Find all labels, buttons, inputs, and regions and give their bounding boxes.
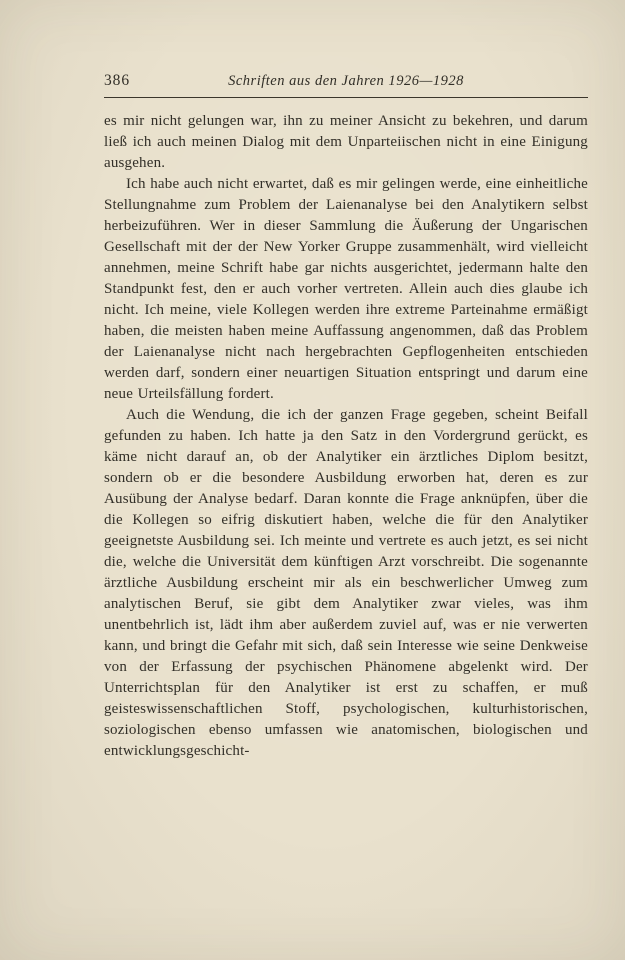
paragraph: Auch die Wendung, die ich der ganzen Frage gegeben, scheint Beifall gefunden zu haben. Ich hatte ja den Satz in den Vordergrund gerückt, es käme nicht darauf an, ob der Analytiker ein ärztliches Diplom besitzt, sondern ob er die besondere Ausbildung erworben hat, deren es zur Ausübung der Analyse bedarf. Daran konnte die Frage anknüpfen, über die die Kollegen so eifrig diskutiert haben, welche die für den Analytiker geeignetste Ausbildung sei. Ich meinte und vertrete es auch jetzt, es sei nicht die, welche die Universität dem künftigen Arzt vorschreibt. Die sogenannte ärztliche Ausbildung erscheint mir als ein beschwerlicher Umweg zum analytischen Beruf, sie gibt dem Analytiker zwar vieles, was ihm unentbehrlich ist, lädt ihm aber außerdem zuviel auf, was er nie verwerten kann, und bringt die Gefahr mit sich, daß sein Interesse wie seine Denkweise von der Erfassung der psychischen Phänomene abgelenkt wird. Der Unterrichtsplan für den Analytiker ist erst zu schaffen, er muß geisteswissenschaftlichen Stoff, psychologischen, kulturhistorischen, soziologischen ebenso umfassen wie anatomischen, biologischen und entwicklungsgeschicht- (104, 407, 588, 759)
paragraph-continuation: es mir nicht gelungen war, ihn zu meiner Ansicht zu bekehren, und darum ließ ich auch meinen Dialog mit dem Unparteiischen nicht in eine Einigung ausgehen. (104, 113, 588, 171)
paragraph: Ich habe auch nicht erwartet, daß es mir gelingen werde, eine einheitliche Stellungnahme zum Problem der Laienanalyse bei den Analytikern selbst herbeizuführen. Wer in dieser Sammlung die Äußerung der Ungarischen Gesellschaft mit der der New Yorker Gruppe zusammenhält, wird vielleicht annehmen, meine Schrift habe gar nichts ausgerichtet, jedermann halte den Standpunkt fest, den er auch vorher vertreten. Allein auch dies glaube ich nicht. Ich meine, viele Kollegen werden ihre extreme Parteinahme ermäßigt haben, die meisten haben meine Auffassung angenommen, daß das Problem der Laienanalyse nicht nach hergebrachten Gepflogenheiten entschieden werden darf, sondern einer neuartigen Situation entspringt und darum eine neue Urteilsfällung fordert. (104, 176, 588, 402)
running-title: Schriften aus den Jahren 1926—1928 (228, 73, 464, 89)
page-number: 386 (104, 72, 131, 89)
page-header (104, 72, 588, 98)
page-body (104, 111, 588, 762)
